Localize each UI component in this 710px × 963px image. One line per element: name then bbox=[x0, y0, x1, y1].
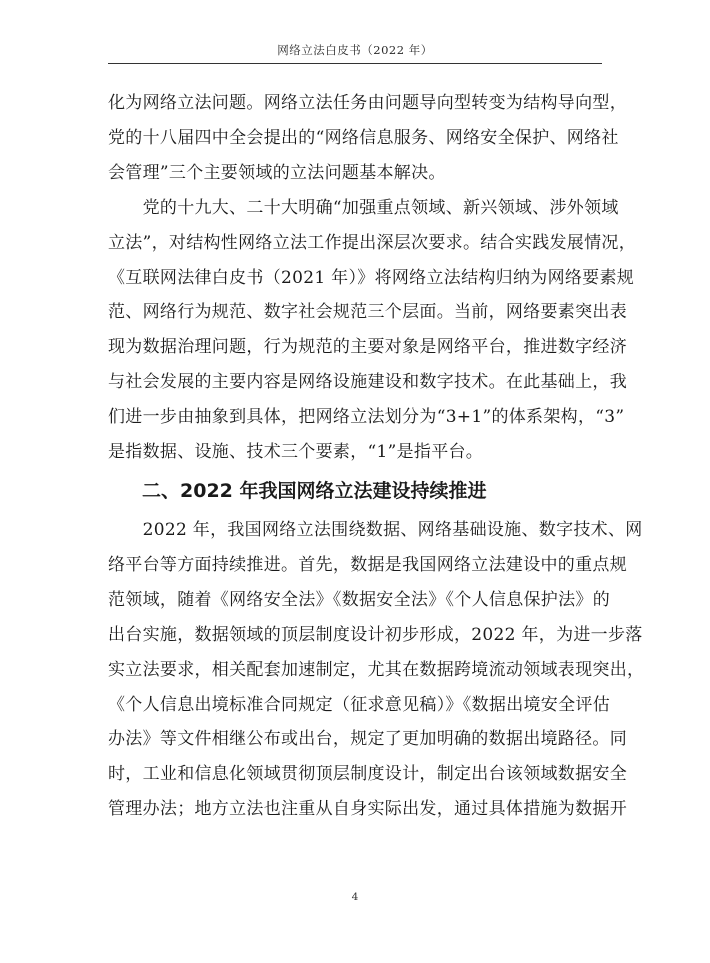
text-line: 管理办法；地方立法也注重从自身实际出发，通过具体措施为数据开 bbox=[108, 799, 627, 820]
page-header bbox=[108, 33, 602, 64]
paragraph-1 bbox=[108, 86, 627, 191]
text-line: 范领域，随着《网络安全法》《数据安全法》《个人信息保护法》的 bbox=[108, 589, 610, 610]
text-line: 范、网络行为规范、数字社会规范三个层面。当前，网络要素突出表 bbox=[108, 302, 627, 323]
paragraph-3 bbox=[108, 513, 645, 827]
text-line: 络平台等方面持续推进。首先，数据是我国网络立法建设中的重点规 bbox=[108, 554, 627, 575]
text-line: 化为网络立法问题。网络立法任务由问题导向型转变为结构导向型， bbox=[108, 93, 627, 113]
document-body bbox=[108, 86, 645, 827]
text-line: 与社会发展的主要内容是网络设施建设和数字技术。在此基础上，我 bbox=[108, 372, 627, 393]
text-line: 党的十九大、二十大明确“加强重点领域、新兴领域、涉外领域 bbox=[108, 197, 619, 218]
text-line: 2022 年，我国网络立法围绕数据、网络基础设施、数字技术、网 bbox=[108, 519, 643, 540]
text-line: 实立法要求，相关配套加速制定，尤其在数据跨境流动领域表现突出， bbox=[108, 659, 645, 680]
text-line: 《个人信息出境标准合同规定（征求意见稿）》《数据出境安全评估 bbox=[108, 694, 610, 715]
text-line: 立法”，对结构性网络立法工作提出深层次要求。结合实践发展情况， bbox=[108, 232, 636, 253]
text-line: 会管理”三个主要领域的立法问题基本解决。 bbox=[108, 162, 446, 183]
text-line: 《互联网法律白皮书（2021 年）》将网络立法结构归纳为网络要素规 bbox=[108, 267, 635, 288]
text-line: 们进一步由抽象到具体，把网络立法划分为“3+1”的体系架构，“3” bbox=[108, 407, 625, 428]
section-heading: 二、2022 年我国网络立法建设持续推进 bbox=[142, 479, 487, 502]
text-line: 现为数据治理问题，行为规范的主要对象是网络平台，推进数字经济 bbox=[108, 337, 627, 358]
text-line: 出台实施，数据领域的顶层制度设计初步形成，2022 年，为进一步落 bbox=[108, 624, 643, 645]
text-line: 时，工业和信息化领域贯彻顶层制度设计，制定出台该领域数据安全 bbox=[108, 764, 627, 785]
text-line: 是指数据、设施、技术三个要素，“1”是指平台。 bbox=[108, 442, 484, 463]
page-number: 4 bbox=[351, 891, 359, 903]
text-line: 办法》等文件相继公布或出台，规定了更加明确的数据出境路径。同 bbox=[108, 729, 627, 750]
text-line: 党的十八届四中全会提出的“网络信息服务、网络安全保护、网络社 bbox=[108, 127, 619, 148]
header-title: 网络立法白皮书（2022 年） bbox=[277, 43, 433, 57]
paragraph-2 bbox=[108, 191, 636, 470]
